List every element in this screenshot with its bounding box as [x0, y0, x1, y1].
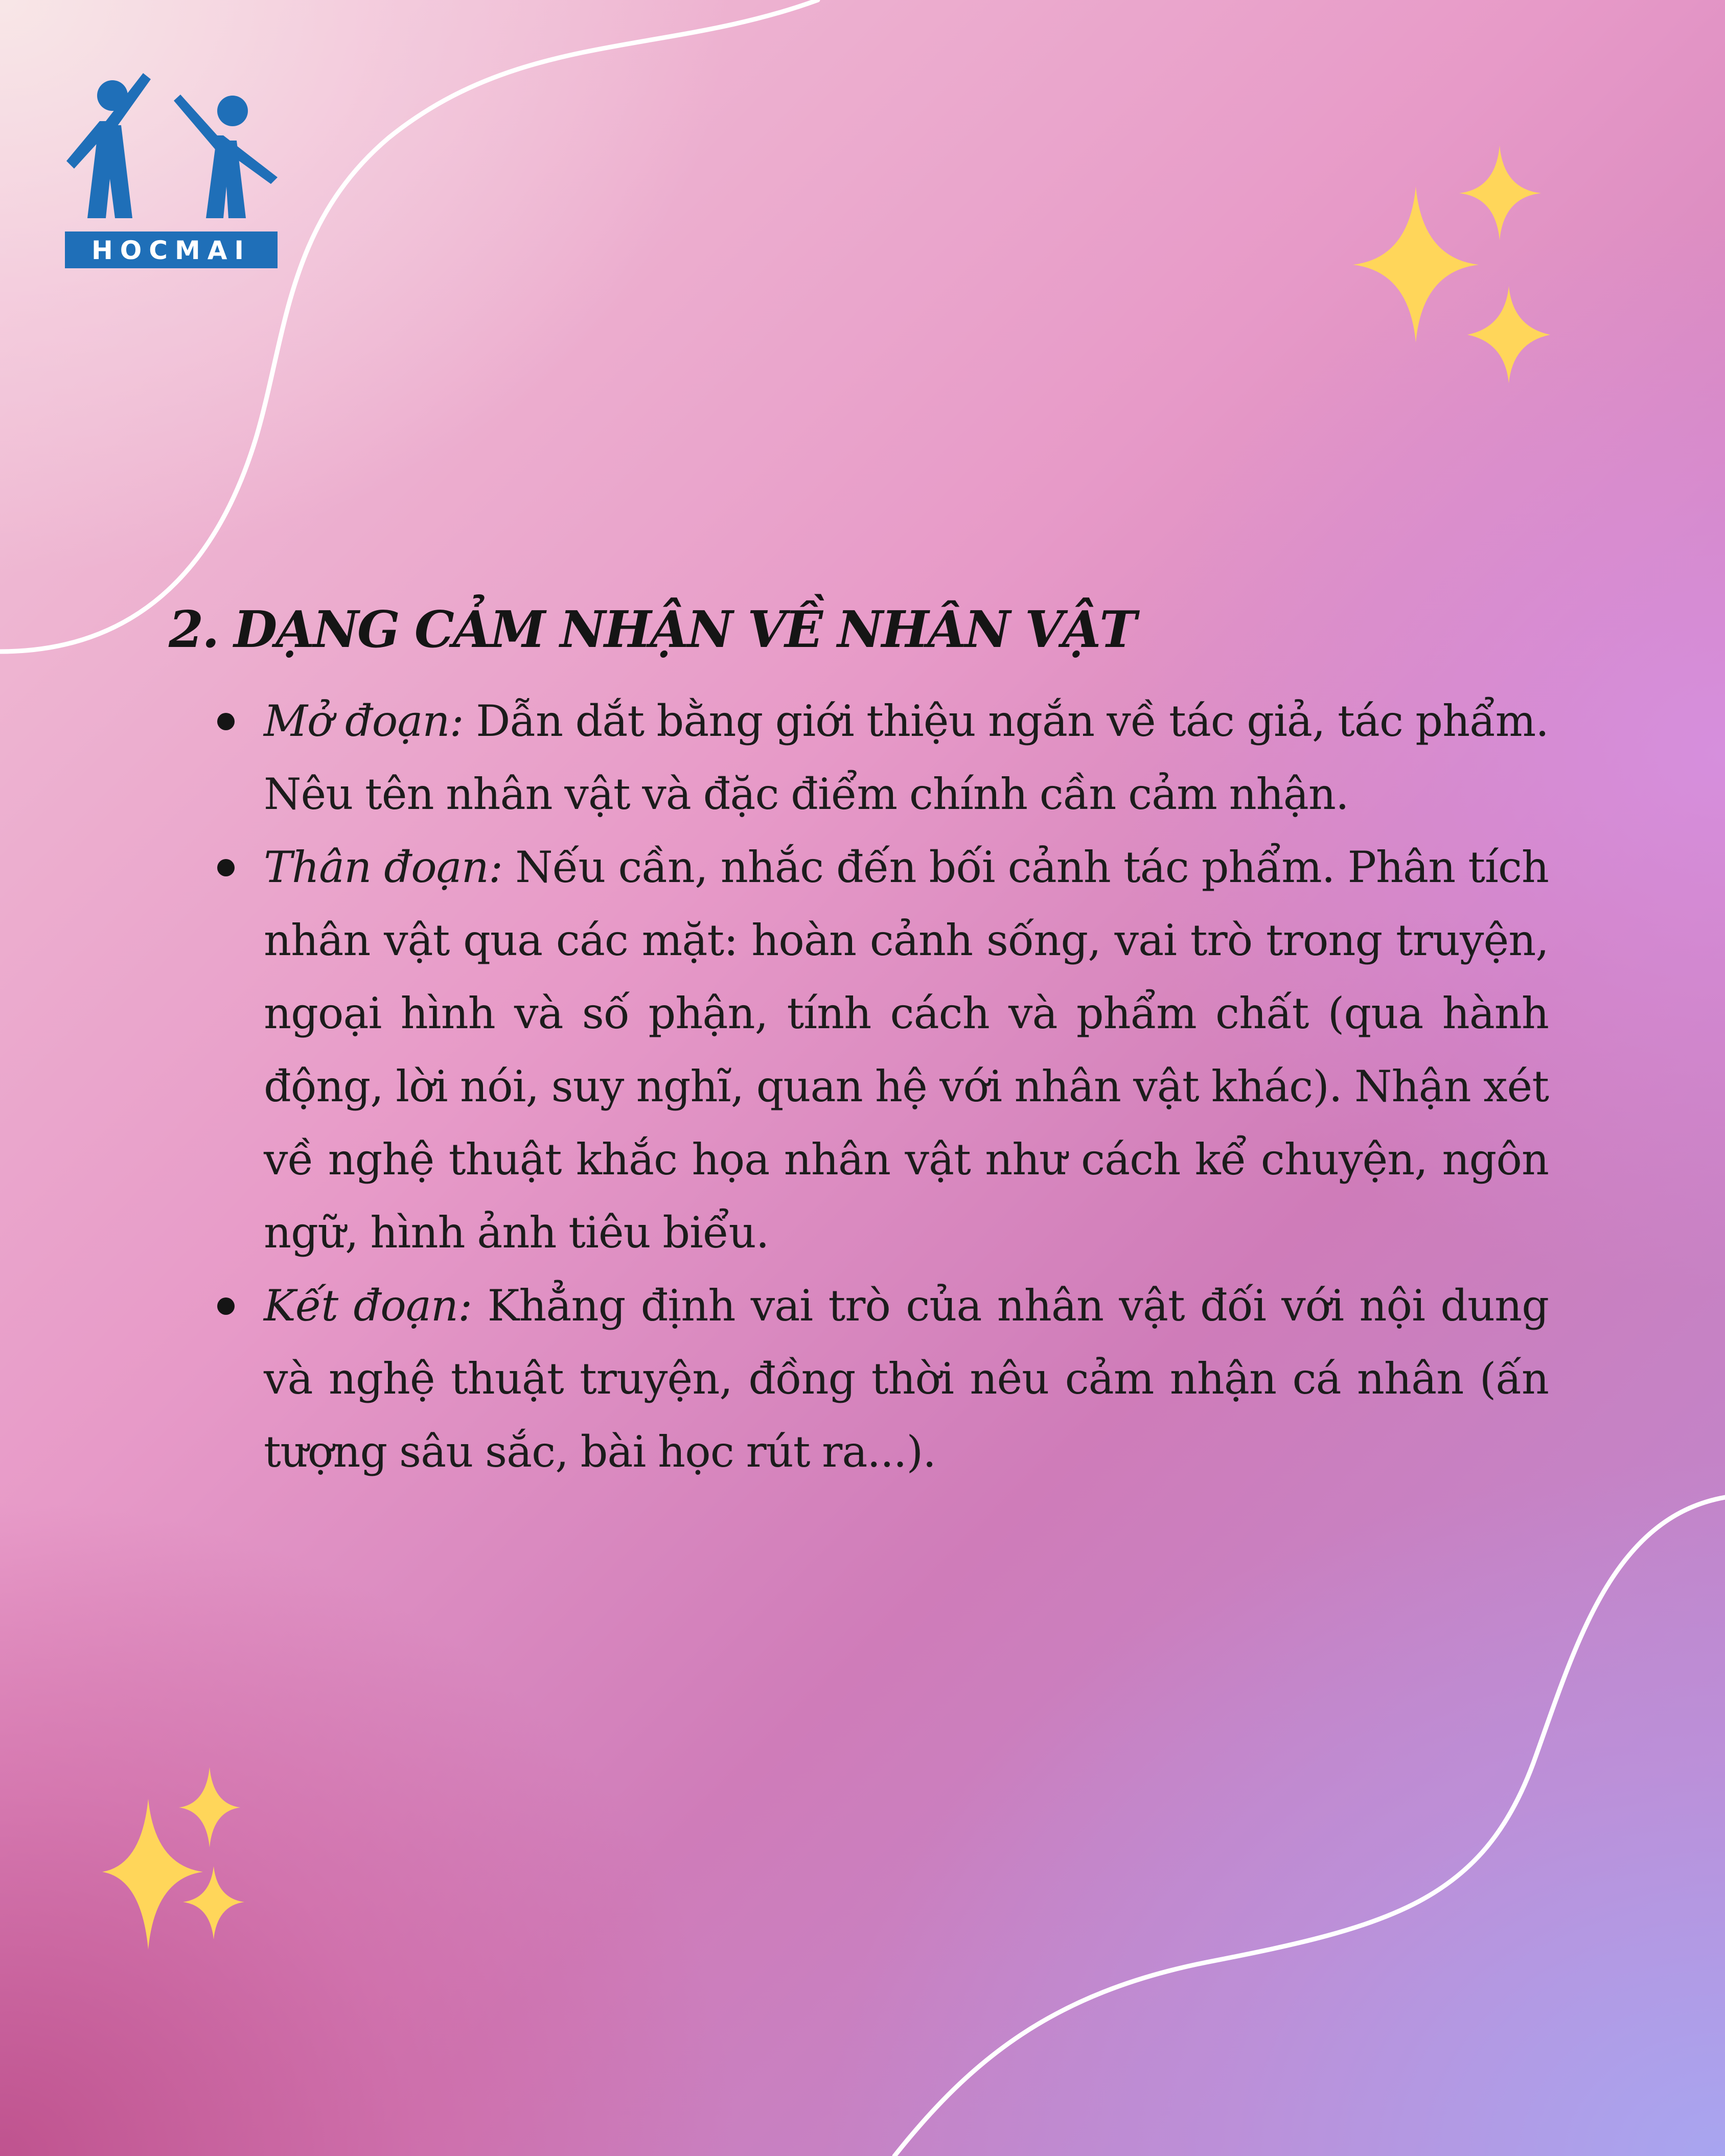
sparkle-icon: [1353, 187, 1479, 342]
section-heading: 2. DẠNG CẢM NHẬN VỀ NHÂN VẬT: [169, 600, 1136, 659]
sparkle-icon: [102, 1799, 203, 1950]
sparkle-icon: [1467, 286, 1550, 383]
sparkle-icon: [179, 1767, 240, 1847]
two-people-icon: [64, 69, 279, 273]
item-lead: Kết đoạn:: [264, 1281, 472, 1331]
item-text: Khẳng định vai trò của nhân vật đối với nội dung và nghệ thuật truyện, đồng thời nêu cảm nhận cá nhân (ấn tượng sâu sắc, bài học rút ra...).: [264, 1281, 1549, 1477]
hocmai-logo: [64, 69, 279, 273]
brand-name: HOCMAI: [91, 236, 251, 265]
wave-line-bottom: [894, 1497, 1725, 2156]
content-list: [210, 685, 1549, 1489]
item-lead: Mở đoạn:: [264, 696, 464, 746]
item-text: Nếu cần, nhắc đến bối cảnh tác phẩm. Phân tích nhân vật qua các mặt: hoàn cảnh sống, vai trò trong truyện, ngoại hình và số phận, tính cách và phẩm chất (qua hành động, lời nói, suy nghĩ, quan hệ với nhân vật khác). Nhận xét về nghệ thuật khắc họa nhân vật như cách kể chuyện, ngôn ngữ, hình ảnh tiêu biểu.: [264, 842, 1549, 1258]
sparkle-icon: [1459, 146, 1541, 240]
bullet-icon: [217, 713, 235, 730]
bullet-icon: [217, 1297, 235, 1315]
item-lead: Thân đoạn:: [264, 842, 503, 892]
item-text: Dẫn dắt bằng giới thiệu ngắn về tác giả, tác phẩm. Nêu tên nhân vật và đặc điểm chính cần cảm nhận.: [264, 696, 1549, 819]
bullet-icon: [217, 859, 235, 876]
list-item: [210, 1269, 1549, 1489]
sparkle-icon: [183, 1866, 244, 1939]
list-item: [210, 685, 1549, 831]
list-item: [210, 831, 1549, 1269]
